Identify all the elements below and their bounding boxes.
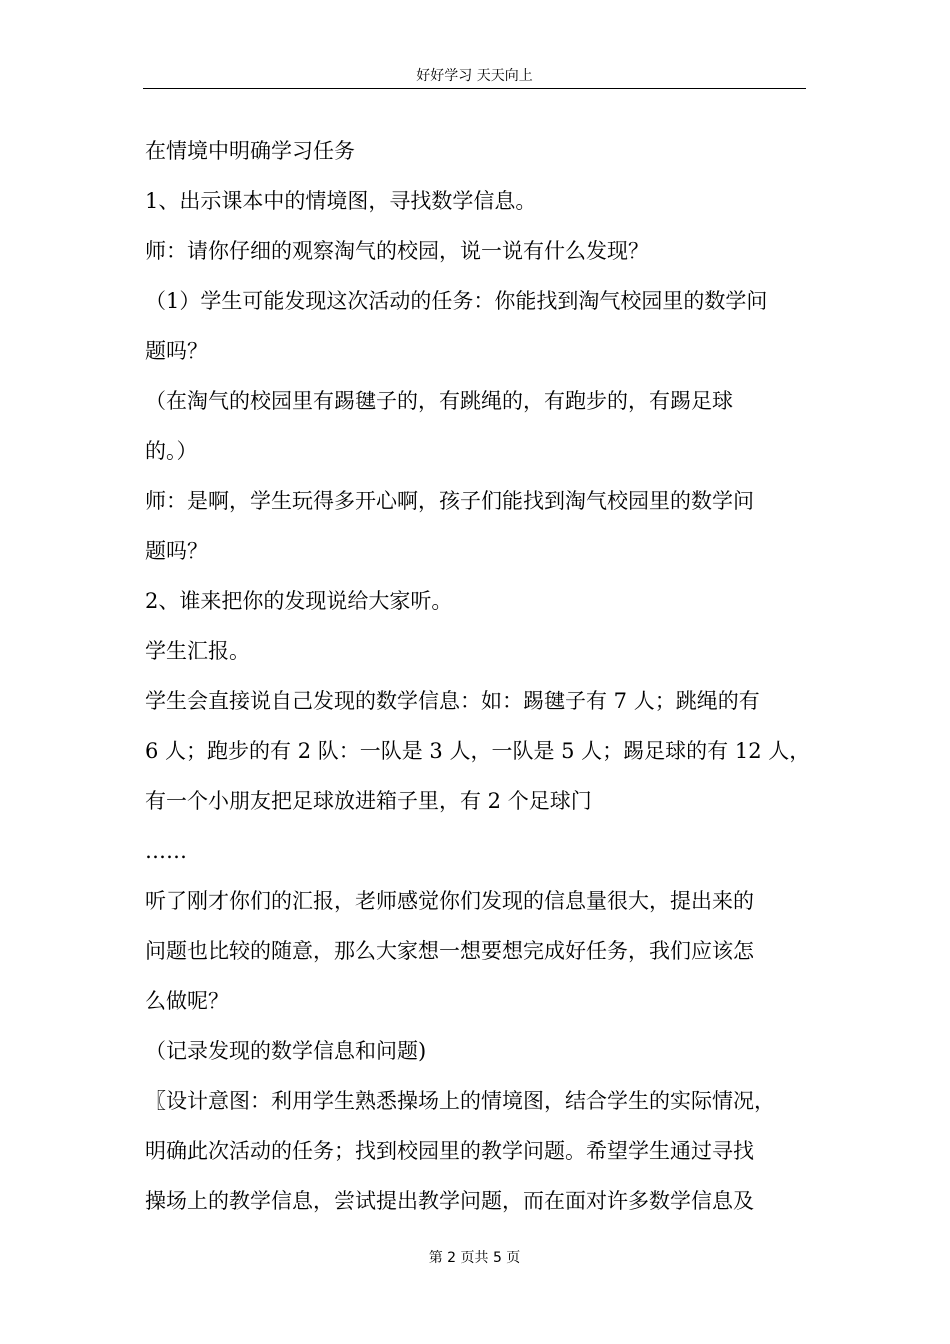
body-line: …… [145, 839, 187, 863]
body-line: 6 人；跑步的有 2 队：一队是 3 人，一队是 5 人；踢足球的有 12 人， [145, 739, 811, 763]
body-line: （1）学生可能发现这次活动的任务：你能找到淘气校园里的数学问 [145, 289, 768, 313]
header-rule [143, 88, 806, 89]
body-line: 题吗？ [145, 539, 208, 563]
body-line: 师：请你仔细的观察淘气的校园，说一说有什么发现？ [145, 239, 649, 263]
body-line: 学生会直接说自己发现的数学信息：如：踢毽子有 7 人；跳绳的有 [145, 689, 760, 713]
page-header: 好好学习 天天向上 [416, 68, 533, 84]
body-line: 师：是啊，学生玩得多开心啊，孩子们能找到淘气校园里的数学问 [145, 489, 754, 513]
body-line: 题吗？ [145, 339, 208, 363]
page-footer: 第 2 页共 5 页 [428, 1250, 521, 1266]
body-line: 2、谁来把你的发现说给大家听。 [145, 589, 453, 613]
body-line: 学生汇报。 [145, 639, 250, 663]
body-line: 听了刚才你们的汇报，老师感觉你们发现的信息量很大，提出来的 [145, 889, 754, 913]
document-body [145, 126, 810, 1226]
body-line: （记录发现的数学信息和问题) [145, 1039, 427, 1063]
body-line: 的。） [145, 439, 198, 463]
body-line: （在淘气的校园里有踢毽子的，有跳绳的，有跑步的，有踢足球 [145, 389, 733, 413]
body-line: 在情境中明确学习任务 [145, 139, 355, 163]
body-line: 操场上的教学信息，尝试提出教学问题，而在面对许多数学信息及 [145, 1189, 754, 1213]
body-line: 有一个小朋友把足球放进箱子里，有 2 个足球门 [145, 789, 592, 813]
body-line: 1、出示课本中的情境图，寻找数学信息。 [145, 189, 537, 213]
body-line: 〖设计意图：利用学生熟悉操场上的情境图，结合学生的实际情况， [145, 1089, 775, 1113]
body-line: 问题也比较的随意，那么大家想一想要想完成好任务，我们应该怎 [145, 939, 754, 963]
body-line: 明确此次活动的任务；找到校园里的教学问题。希望学生通过寻找 [145, 1139, 754, 1163]
body-line: 么做呢？ [145, 989, 229, 1013]
